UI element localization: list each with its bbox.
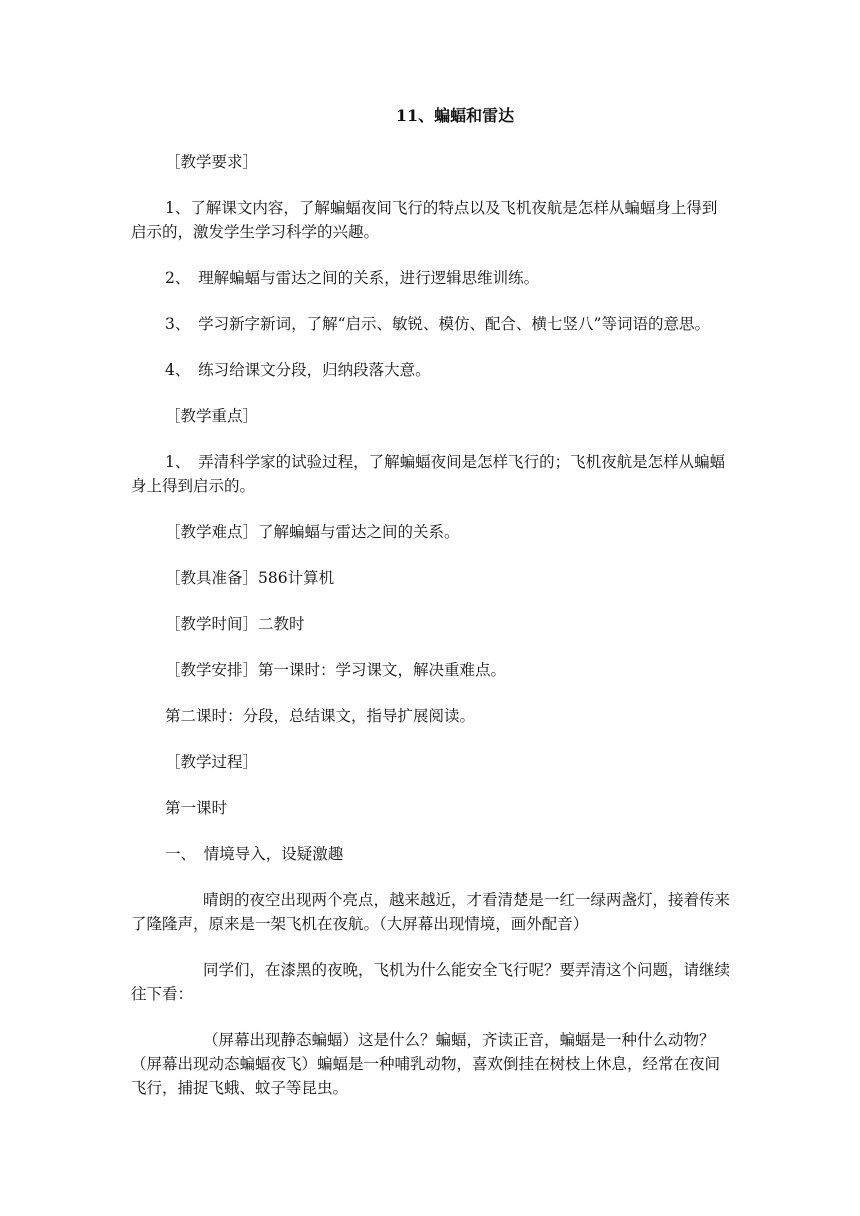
requirement-2: 2、 理解蝙蝠与雷达之间的关系，进行逻辑思维训练。	[165, 269, 540, 287]
materials-line: ［教具准备］586计算机	[165, 569, 335, 587]
schedule-line: ［教学安排］第一课时：学习课文，解决重难点。	[165, 661, 507, 679]
difficulty-line: ［教学难点］了解蝙蝠与雷达之间的关系。	[165, 523, 460, 541]
document-body	[131, 104, 731, 1122]
section-heading-key-points: ［教学重点］	[165, 407, 259, 425]
requirement-1: 1、了解课文内容，了解蝙蝠夜间飞行的特点以及飞机夜航是怎样从蝙蝠身上得到启示的，激发学生学习科学的兴趣。	[131, 199, 718, 241]
body-paragraph-3: （屏幕出现静态蝙蝠）这是什么？蝙蝠，齐读正音，蝙蝠是一种什么动物？（屏幕出现动态蝙蝠夜飞）蝙蝠是一种哺乳动物，喜欢倒挂在树枝上休息，经常在夜间飞行，捕捉飞蛾、蚊子等昆虫。	[131, 1031, 721, 1097]
lesson-one-heading: 第一课时	[165, 799, 228, 817]
document-title: 11、蝙蝠和雷达	[395, 106, 515, 125]
section-heading-requirements: ［教学要求］	[165, 153, 259, 171]
requirement-3: 3、 学习新字新词，了解“启示、敏锐、模仿、配合、横七竖八”等词语的意思。	[165, 315, 710, 333]
time-line: ［教学时间］二教时	[165, 615, 305, 633]
body-paragraph-1: 晴朗的夜空出现两个亮点，越来越近，才看清楚是一红一绿两盏灯，接着传来了隆隆声，原来是一架飞机在夜航。（大屏幕出现情境，画外配音）	[131, 891, 731, 933]
body-paragraph-2: 同学们，在漆黑的夜晚，飞机为什么能安全飞行呢？要弄清这个问题，请继续往下看：	[131, 961, 731, 1003]
section-heading-process: ［教学过程］	[165, 753, 259, 771]
step-one-heading: 一、 情境导入，设疑激趣	[165, 845, 344, 863]
schedule-line-2: 第二课时：分段，总结课文，指导扩展阅读。	[165, 707, 476, 725]
requirement-4: 4、 练习给课文分段，归纳段落大意。	[165, 361, 431, 379]
key-point-1: 1、 弄清科学家的试验过程，了解蝙蝠夜间是怎样飞行的；飞机夜航是怎样从蝙蝠身上得到启示的。	[131, 453, 726, 495]
